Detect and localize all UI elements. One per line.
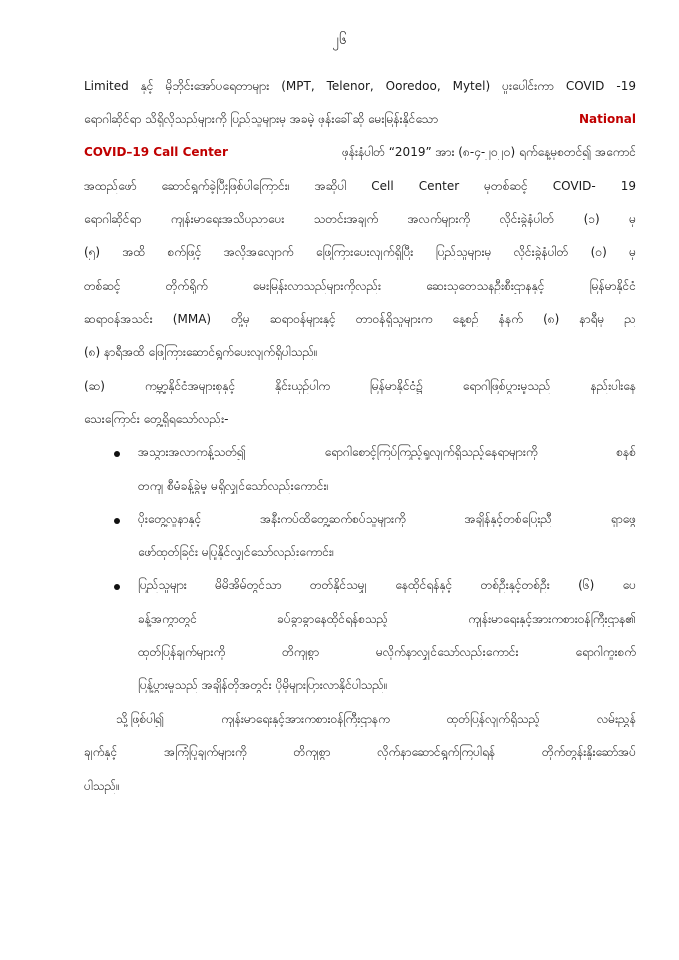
paragraph3-line3: ပါသည်။ (84, 779, 120, 793)
paragraph1-line6: (၅) အထိ စက်ဖြင့် အလိုအလျောက် ဖြေကြားပေးလျက်ရှိပြီး ပြည်သူများမှ လိုင်းခွဲနံပါတ် (၀) မှ (84, 245, 636, 259)
paragraph1-line9: (၈) နာရီအထိ ဖြေကြားဆောင်ရွက်ပေးလျက်ရှိပါသည်။ (84, 345, 318, 359)
paragraph2-line1: (ဆ) ကမ္ဘာ့နိုင်ငံအများစုနှင့် နိုင်းယှဉ်ပါက မြန်မာနိုင်ငံ၌ ရောဂါဖြစ်ပွားမှုသည် နည်းပါးနေ (84, 379, 636, 393)
bullet3-line4: ပြန့်ပွားမှုသည် အချိန်တိုအတွင်း ပိုမိုများပြားလာနိုင်ပါသည်။ (138, 678, 388, 692)
paragraph1-line7: တစ်ဆင့် တိုက်ရိုက် မေးမြန်းလာသည်များကိုလည်း ဆေးသုတေသနဦးစီးဌာနနှင့် မြန်မာနိုင်ငံ (84, 279, 636, 293)
paragraph3-line2: ချက်နှင့် အကြံပြုချက်များကို တိကျစွာ လိုက်နာဆောင်ရွက်ကြပါရန် တိုက်တွန်းနှိုးဆော်အပ် (84, 745, 636, 759)
bullet-dot-2 (114, 518, 120, 524)
bullet3-line1: ပြည်သူများ မိမိအိမ်တွင်သာ တတ်နိုင်သမျှ နေထိုင်ရန်နှင့် တစ်ဦးနှင့်တစ်ဦး (၆) ပေ (138, 578, 636, 592)
paragraph1-line2-text: ရောဂါဆိုင်ရာ သိရှိလိုသည်များကို ပြည်သူများမှ အခမဲ့ ဖုန်းခေါ်ဆို မေးမြန်းနိုင်သော (84, 112, 439, 126)
paragraph1-line2 (84, 111, 636, 127)
paragraph1-line8: ဆရာဝန်အသင်း (MMA) တို့မှ ဆရာဝန်များနှင့် တာဝန်ရှိသူများက နေ့စဉ် နံနက် (၈) နာရီမှ ည (84, 312, 636, 326)
paragraph1-line5: ရောဂါဆိုင်ရာ ကျန်းမာရေးအသိပညာပေး သတင်းအချက် အလက်များကို လိုင်းခွဲနံပါတ် (၁) မှ (84, 212, 636, 226)
bullet-dot-3 (114, 584, 120, 590)
paragraph1-line4: အထည်ဖော် ဆောင်ရွက်ခဲ့ပြီးဖြစ်ပါကြောင်း၊ အဆိုပါ Cell Center မှတစ်ဆင့် COVID- 19 (84, 179, 636, 193)
paragraph2-line2: သေးကြောင်း တွေ့ရှိရသော်လည်း- (84, 412, 229, 426)
paragraph1-line1: Limited နှင့် မိုဘိုင်းအော်ပရေတာများ (MPT, Telenor, Ooredoo, Mytel) ပူးပေါင်းကာ COVID -19 (84, 79, 636, 93)
bullet3-line2: ခန့်အကွာတွင် ခပ်ခွာခွာနေထိုင်ရန်စသည့် ကျန်းမာရေးနှင့်အားကစားဝန်ကြီးဌာန၏ (138, 612, 636, 626)
paragraph1-line3 (84, 144, 636, 160)
paragraph1-line3-text: ဖုန်းနံပါတ် “2019” အား (၈-၄-၂၀၂၀) ရက်နေ့မှစတင်၍ အကောင် (341, 145, 636, 159)
bullet2-line1: ပိုးတွေ့လူနာနှင့် အနီးကပ်ထိတွေ့ဆက်စပ်သူများကို အချိန်နှင့်တစ်ပြေးညီ ရှာဖွေ (138, 512, 636, 526)
bullet3-line3: ထုတ်ပြန်ချက်များကို တိကျစွာ မလိုက်နာလျှင်သော်လည်းကောင်း ရောဂါကူးစက် (138, 645, 636, 659)
bullet-dot-1 (114, 451, 120, 457)
paragraph3-line1: သို့ဖြစ်ပါ၍ ကျန်းမာရေးနှင့်အားကစားဝန်ကြီးဌာနက ထုတ်ပြန်လျက်ရှိသည့် လမ်းညွှန် (116, 712, 636, 726)
bullet1-line2: တကျ စီမံခန့်ခွဲမှု မရှိလျှင်သော်လည်းကောင်း၊ (138, 479, 329, 493)
highlight-national: National (579, 112, 636, 126)
bullet1-line1: အသွားအလာကန့်သတ်၍ ရောဂါစောင့်ကြပ်ကြည့်ရှုလျက်ရှိသည့်နေရာများကို စနစ် (138, 445, 636, 459)
highlight-call-center: COVID–19 Call Center (84, 145, 228, 159)
bullet2-line2: ဖော်ထုတ်ခြင်း မပြုနိုင်လျှင်သော်လည်းကောင်း၊ (138, 545, 334, 559)
page-number: ၂၆ (332, 32, 347, 48)
